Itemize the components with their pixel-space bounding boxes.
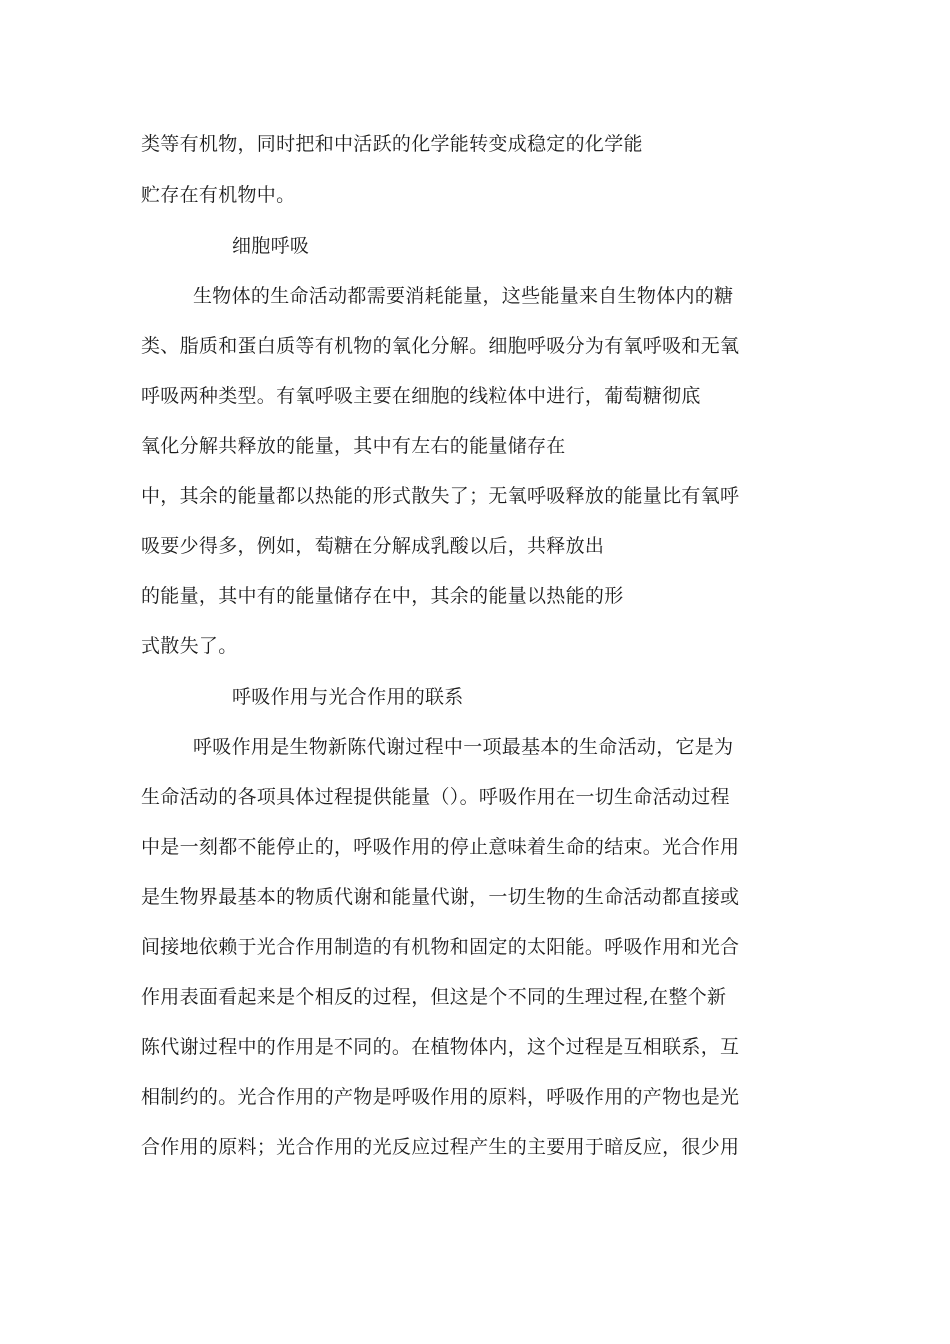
text-line: 中是一刻都不能停止的，呼吸作用的停止意味着生命的结束。光合作用 <box>141 836 740 858</box>
text-line: 贮存在有机物中。 <box>141 184 296 206</box>
text-line: 相制约的。光合作用的产物是呼吸作用的原料，呼吸作用的产物也是光 <box>141 1086 740 1108</box>
section-heading-cellular-respiration: 细胞呼吸 <box>232 235 310 257</box>
text-line: 类、脂质和蛋白质等有机物的氧化分解。细胞呼吸分为有氧呼吸和无氧 <box>141 335 740 357</box>
text-line: 生命活动的各项具体过程提供能量（）。呼吸作用在一切生命活动过程 <box>141 786 730 808</box>
text-line: 呼吸作用是生物新陈代谢过程中一项最基本的生命活动，它是为 <box>193 736 734 758</box>
text-line: 中，其余的能量都以热能的形式散失了；无氧呼吸释放的能量比有氧呼 <box>141 485 740 507</box>
text-line: 作用表面看起来是个相反的过程，但这是个不同的生理过程,在整个新 <box>141 986 727 1008</box>
text-line: 的能量，其中有的能量储存在中，其余的能量以热能的形 <box>141 585 624 607</box>
text-line: 合作用的原料；光合作用的光反应过程产生的主要用于暗反应，很少用 <box>141 1136 740 1158</box>
text-line: 氧化分解共释放的能量，其中有左右的能量储存在 <box>141 435 566 457</box>
section-heading-respiration-photosynthesis: 呼吸作用与光合作用的联系 <box>232 686 464 708</box>
text-line: 间接地依赖于光合作用制造的有机物和固定的太阳能。呼吸作用和光合 <box>141 936 740 958</box>
text-line: 吸要少得多，例如，萄糖在分解成乳酸以后，共释放出 <box>141 535 605 557</box>
text-line: 式散失了。 <box>141 635 238 657</box>
text-line: 是生物界最基本的物质代谢和能量代谢，一切生物的生命活动都直接或 <box>141 886 740 908</box>
text-line: 陈代谢过程中的作用是不同的。在植物体内，这个过程是互相联系，互 <box>141 1036 740 1058</box>
text-line: 呼吸两种类型。有氧呼吸主要在细胞的线粒体中进行，葡萄糖彻底 <box>141 385 701 407</box>
text-line: 类等有机物，同时把和中活跃的化学能转变成稳定的化学能 <box>141 133 643 155</box>
text-line: 生物体的生命活动都需要消耗能量，这些能量来自生物体内的糖 <box>193 285 734 307</box>
